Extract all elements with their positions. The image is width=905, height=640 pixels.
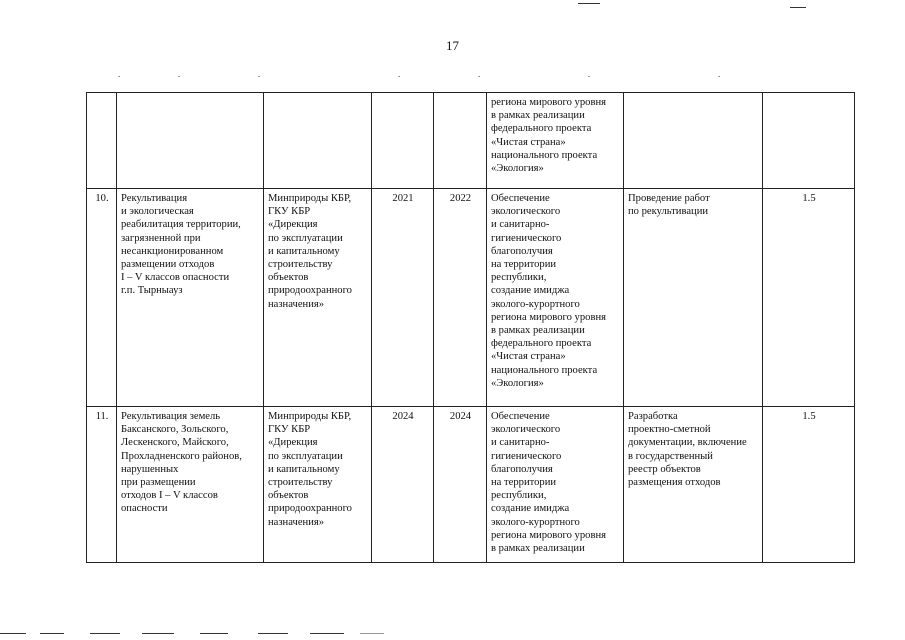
scan-speck	[478, 76, 480, 77]
measure-name-cell	[117, 189, 264, 407]
measure-name-line: г.п. Тырныауз	[121, 285, 183, 297]
main-event-cell	[624, 189, 763, 407]
expected-result-cell	[487, 189, 624, 407]
measure-name-line: загрязненной при	[121, 232, 201, 244]
expected-result-cell	[487, 407, 624, 563]
main-event-line: документации, включение	[628, 437, 747, 449]
expected-result-line: в рамках реализации	[491, 325, 585, 337]
start-year-cell: 2021	[372, 189, 434, 407]
expected-result-line: благополучия	[491, 463, 553, 475]
expected-result-line: федерального проекта	[491, 123, 592, 135]
executor-line: Минприроды КБР,	[268, 193, 352, 204]
expected-result-line: региона мирового уровня	[491, 529, 606, 541]
executor-line: объектов	[268, 490, 309, 502]
scan-mark	[310, 633, 344, 634]
executor-line: по эксплуатации	[268, 450, 343, 462]
category-cell: 1.5	[763, 189, 855, 407]
scan-speck	[118, 76, 120, 77]
scan-mark	[790, 7, 806, 8]
measure-name-line: при размещении	[121, 477, 196, 489]
end-year-cell: 2022	[434, 189, 487, 407]
executor-cell	[264, 407, 372, 563]
expected-result-line: федерального проекта	[491, 338, 592, 350]
row-number-cell: 10.	[87, 189, 117, 407]
executor-line: «Дирекция	[268, 437, 318, 449]
measure-name-line: Рекультивация	[121, 193, 188, 204]
executor-line: объектов	[268, 272, 309, 284]
measure-name-line: Рекультивация земель	[121, 411, 221, 422]
scan-speck	[178, 76, 180, 77]
measures-table	[86, 92, 855, 563]
expected-result-line: Обеспечение	[491, 411, 550, 422]
expected-result-line: региона мирового уровня	[491, 97, 606, 108]
measure-name-line: реабилитация территории,	[121, 219, 241, 231]
executor-cell	[264, 93, 372, 189]
table-row	[87, 93, 855, 189]
expected-result-line: благополучия	[491, 245, 553, 257]
expected-result-line: и санитарно-	[491, 437, 550, 449]
expected-result-line: «Экология»	[491, 163, 544, 175]
measure-name-cell	[117, 407, 264, 563]
expected-result-line: национального проекта	[491, 364, 598, 376]
measure-name-line: несанкционированном	[121, 245, 224, 257]
scan-mark	[360, 633, 384, 634]
expected-result-line: «Чистая страна»	[491, 136, 566, 148]
expected-result-line: в рамках реализации	[491, 110, 585, 122]
table-row	[87, 189, 855, 407]
expected-result-cell	[487, 93, 624, 189]
row-number-cell	[87, 93, 117, 189]
scan-mark	[578, 3, 600, 4]
executor-line: назначения»	[268, 516, 325, 528]
measure-name-line: Баксанского, Зольского,	[121, 424, 229, 436]
measure-name-line: размещении отходов	[121, 259, 215, 271]
executor-line: ГКУ КБР	[268, 206, 311, 218]
category-cell: 1.5	[763, 407, 855, 563]
expected-result-line: «Экология»	[491, 377, 544, 389]
executor-line: назначения»	[268, 298, 325, 310]
measure-name-line: нарушенных	[121, 463, 179, 475]
measure-name-line: отходов I – V классов	[121, 490, 218, 502]
end-year-cell: 2024	[434, 407, 487, 563]
executor-line: и капитальному	[268, 463, 340, 475]
start-year-cell: 2024	[372, 407, 434, 563]
end-year-cell	[434, 93, 487, 189]
executor-cell	[264, 189, 372, 407]
measure-name-line: опасности	[121, 503, 168, 515]
table-body	[87, 93, 855, 563]
expected-result-line: республики,	[491, 272, 547, 284]
expected-result-line: гигиенического	[491, 450, 562, 462]
executor-line: природоохранного	[268, 285, 352, 297]
executor-line: природоохранного	[268, 503, 352, 515]
scan-mark	[258, 633, 288, 634]
expected-result-line: республики,	[491, 490, 547, 502]
expected-result-line: Обеспечение	[491, 193, 550, 204]
executor-line: ГКУ КБР	[268, 424, 311, 436]
expected-result-line: создание имиджа	[491, 503, 570, 515]
expected-result-line: и санитарно-	[491, 219, 550, 231]
scan-mark	[0, 633, 26, 634]
main-event-line: проектно-сметной	[628, 424, 711, 436]
scan-speck	[588, 76, 590, 77]
executor-line: по эксплуатации	[268, 232, 343, 244]
expected-result-line: региона мирового уровня	[491, 311, 606, 323]
measure-name-cell	[117, 93, 264, 189]
table-row	[87, 407, 855, 563]
main-event-line: реестр объектов	[628, 463, 701, 475]
scan-mark	[90, 633, 120, 634]
page-number: 17	[446, 38, 459, 53]
measure-name-line: Прохладненского районов,	[121, 450, 242, 462]
main-event-cell	[624, 93, 763, 189]
scan-mark	[40, 633, 64, 634]
measure-name-line: I – V классов опасности	[121, 272, 230, 284]
expected-result-line: на территории	[491, 259, 557, 271]
scan-speck	[398, 76, 400, 77]
main-event-cell	[624, 407, 763, 563]
expected-result-line: экологического	[491, 206, 561, 218]
row-number-cell: 11.	[87, 407, 117, 563]
scan-speck	[258, 76, 260, 77]
executor-line: и капитальному	[268, 245, 340, 257]
measure-name-line: Лескенского, Майского,	[121, 437, 229, 449]
measure-name-line: и экологическая	[121, 206, 194, 218]
expected-result-line: национального проекта	[491, 149, 598, 161]
expected-result-line: экологического	[491, 424, 561, 436]
executor-line: строительству	[268, 477, 333, 489]
expected-result-line: эколого-курортного	[491, 516, 580, 528]
executor-line: строительству	[268, 259, 333, 271]
category-cell	[763, 93, 855, 189]
main-event-line: Проведение работ	[628, 193, 710, 204]
expected-result-line: «Чистая страна»	[491, 351, 566, 363]
executor-line: Минприроды КБР,	[268, 411, 352, 422]
main-event-line: размещения отходов	[628, 477, 721, 489]
scan-mark	[142, 633, 174, 634]
main-event-line: по рекультивации	[628, 206, 709, 218]
main-event-line: Разработка	[628, 411, 678, 422]
scan-speck	[718, 76, 720, 77]
executor-line: «Дирекция	[268, 219, 318, 231]
expected-result-line: создание имиджа	[491, 285, 570, 297]
scan-mark	[200, 633, 228, 634]
expected-result-line: в рамках реализации	[491, 543, 585, 555]
expected-result-line: гигиенического	[491, 232, 562, 244]
start-year-cell	[372, 93, 434, 189]
expected-result-line: на территории	[491, 477, 557, 489]
expected-result-line: эколого-курортного	[491, 298, 580, 310]
main-event-line: в государственный	[628, 450, 713, 462]
